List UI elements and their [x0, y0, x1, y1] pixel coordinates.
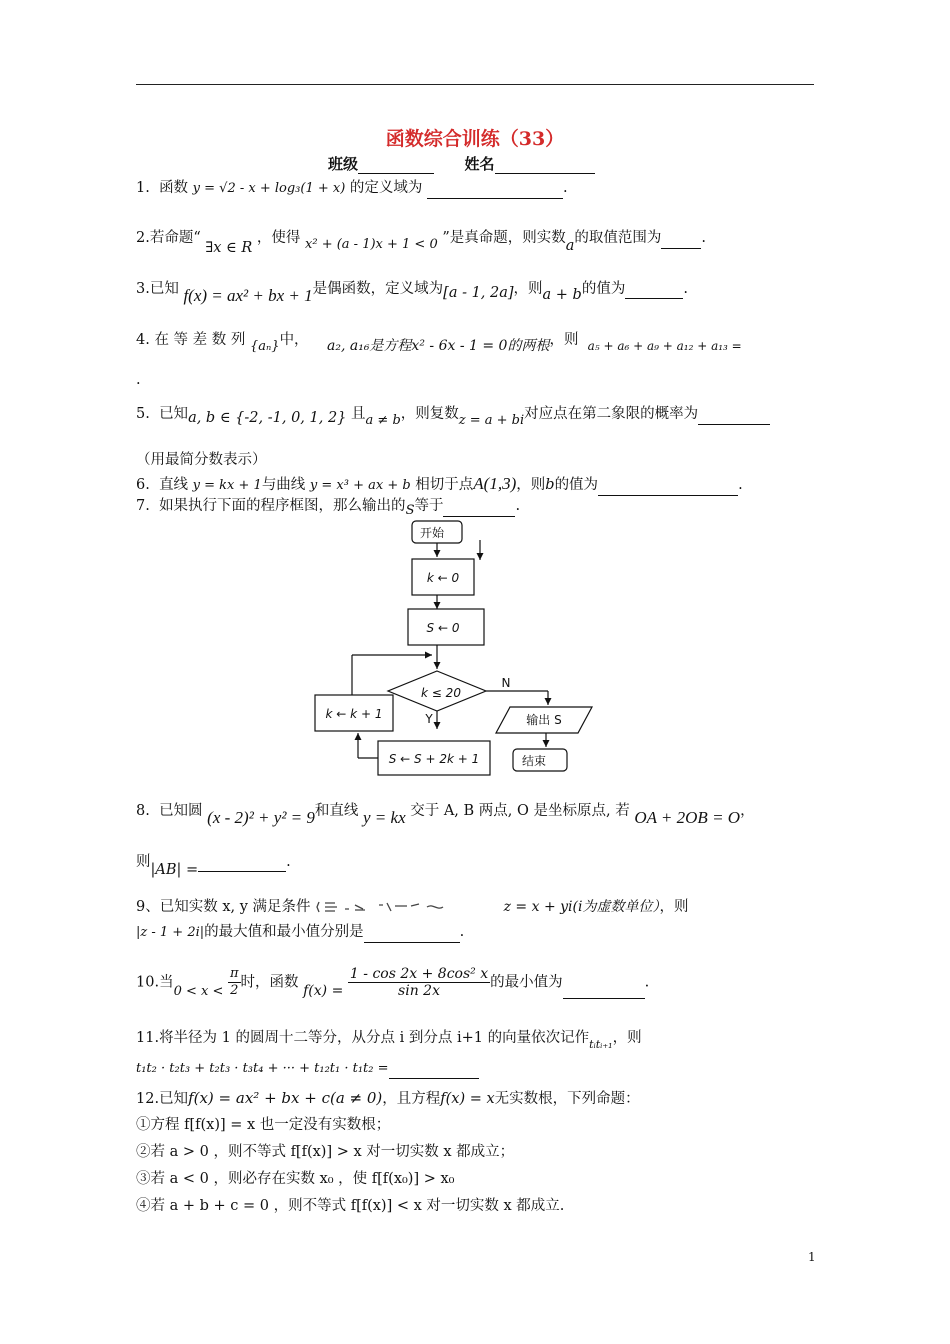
q12-item-1: ①方程 f[f(x)] = x 也一定没有实数根；	[136, 1117, 391, 1133]
question-5-note: （用最简分数表示）	[136, 452, 267, 468]
name-label: 姓名	[464, 155, 495, 173]
question-2: 2.若命题“ ∃x ∈ R ，使得 x² + (a - 1)x + 1 < 0 ”是真命题，则实数a的取值范围为 .	[136, 230, 707, 256]
class-label: 班级	[328, 155, 359, 173]
question-8: 8. 已知圆 (x - 2)² + y² = 9和直线 y = kx 交于 A, B 两点, O 是坐标原点, 若 OA + 2OB = O，	[136, 803, 755, 827]
question-4-end: .	[136, 372, 141, 388]
question-10: 10.当0 < x < $\frac{\pi}{2}$ 时，函数 f(x) = $\frac{\text{1 - cos 2x + 8cos² x}}{\sin 2x}$ 的最小值为 .	[136, 966, 650, 999]
q12-item-4: ④若 a + b + c = 0 ，则不等式 f[f(x)] < x 对一切实数 x 都成立.	[136, 1198, 565, 1214]
question-11-cont: t₁t₂ · t₂t₃ + t₂t₃ · t₃t₄ + ··· + t₁₂t₁ · t₁t₂ =	[136, 1058, 479, 1079]
question-1: 1. 函数 y = √2 - x + log₃(1 + x) 的定义域为 .	[136, 178, 568, 199]
question-9-cont: |z - 1 + 2i|的最大值和最小值分别是 .	[136, 922, 464, 943]
class-blank	[358, 159, 434, 174]
question-6: 6. 直线 y = kx + 1与曲线 y = x³ + ax + b 相切于点A(1,3)，则b的值为 .	[136, 474, 743, 496]
start-label: 开始	[419, 526, 445, 540]
page-title: 函数综合训练（33）	[385, 128, 565, 150]
question-12: 12.已知f(x) = ax² + bx + c(a ≠ 0)，且方程f(x) = x无实数根，下列命题：	[136, 1089, 640, 1107]
end-label: 结束	[521, 754, 547, 768]
question-5: 5. 已知a, b ∈ {-2, -1, 0, 1, 2} 且a ≠ b，则复数z = a + bi对应点在第二象限的概率为	[136, 404, 770, 425]
k-init-label: k ← 0	[426, 571, 460, 585]
question-11: 11.将半径为 1 的圆周十二等分，从分点 i 到分点 i+1 的向量依次记作$_{tᵢtᵢ_{+1}}$，则	[136, 1030, 642, 1051]
inc-k-label: k ← k + 1	[325, 707, 383, 721]
header-rule	[136, 84, 814, 85]
update-s-label: S ← S + 2k + 1	[388, 752, 480, 766]
program-flowchart	[300, 515, 610, 785]
constraint-scribble	[315, 900, 485, 914]
pi-over-2-fraction: $\frac{\pi}{2}$	[229, 966, 239, 998]
question-4: 4. 在 等 差 数 列 {aₙ}中， a₂, a₁₆是方程x² - 6x - 1 = 0的两根，则 $_{a_5 + a_6 + a_9 + a_{12} + a_{13} =}$	[136, 332, 742, 354]
output-label: 输出 S	[526, 713, 562, 727]
question-3: 3.已知 f(x) = ax² + bx + 1是偶函数，定义域为[a - 1, 2a]，则a + b的值为 .	[136, 281, 688, 305]
page-number: 1	[808, 1250, 816, 1264]
question-9: 9、已知实数 x, y 满足条件 z = x + yi(i为虚数单位），则	[136, 899, 689, 915]
condition-label: k ≤ 20	[421, 686, 461, 700]
name-blank	[495, 159, 595, 174]
q12-item-3: ③若 a < 0 ，则必存在实数 x₀ ，使 f[f(x₀)] > x₀	[136, 1171, 455, 1187]
q12-item-2: ②若 a > 0 ，则不等式 f[f(x)] > x 对一切实数 x 都成立；	[136, 1144, 515, 1160]
no-label: N	[501, 676, 511, 690]
name-class-line	[328, 153, 595, 174]
answer-blank	[427, 184, 563, 199]
question-8-cont: 则|AB| = .	[136, 854, 291, 878]
s-init-label: S ← 0	[426, 621, 460, 635]
function-fraction: $\frac{\text{1 - cos 2x + 8cos² x}}{\sin 2x}$	[349, 966, 489, 999]
yes-label: Y	[425, 712, 433, 726]
question-7: 7. 如果执行下面的程序框图，那么输出的S等于 .	[136, 498, 521, 518]
